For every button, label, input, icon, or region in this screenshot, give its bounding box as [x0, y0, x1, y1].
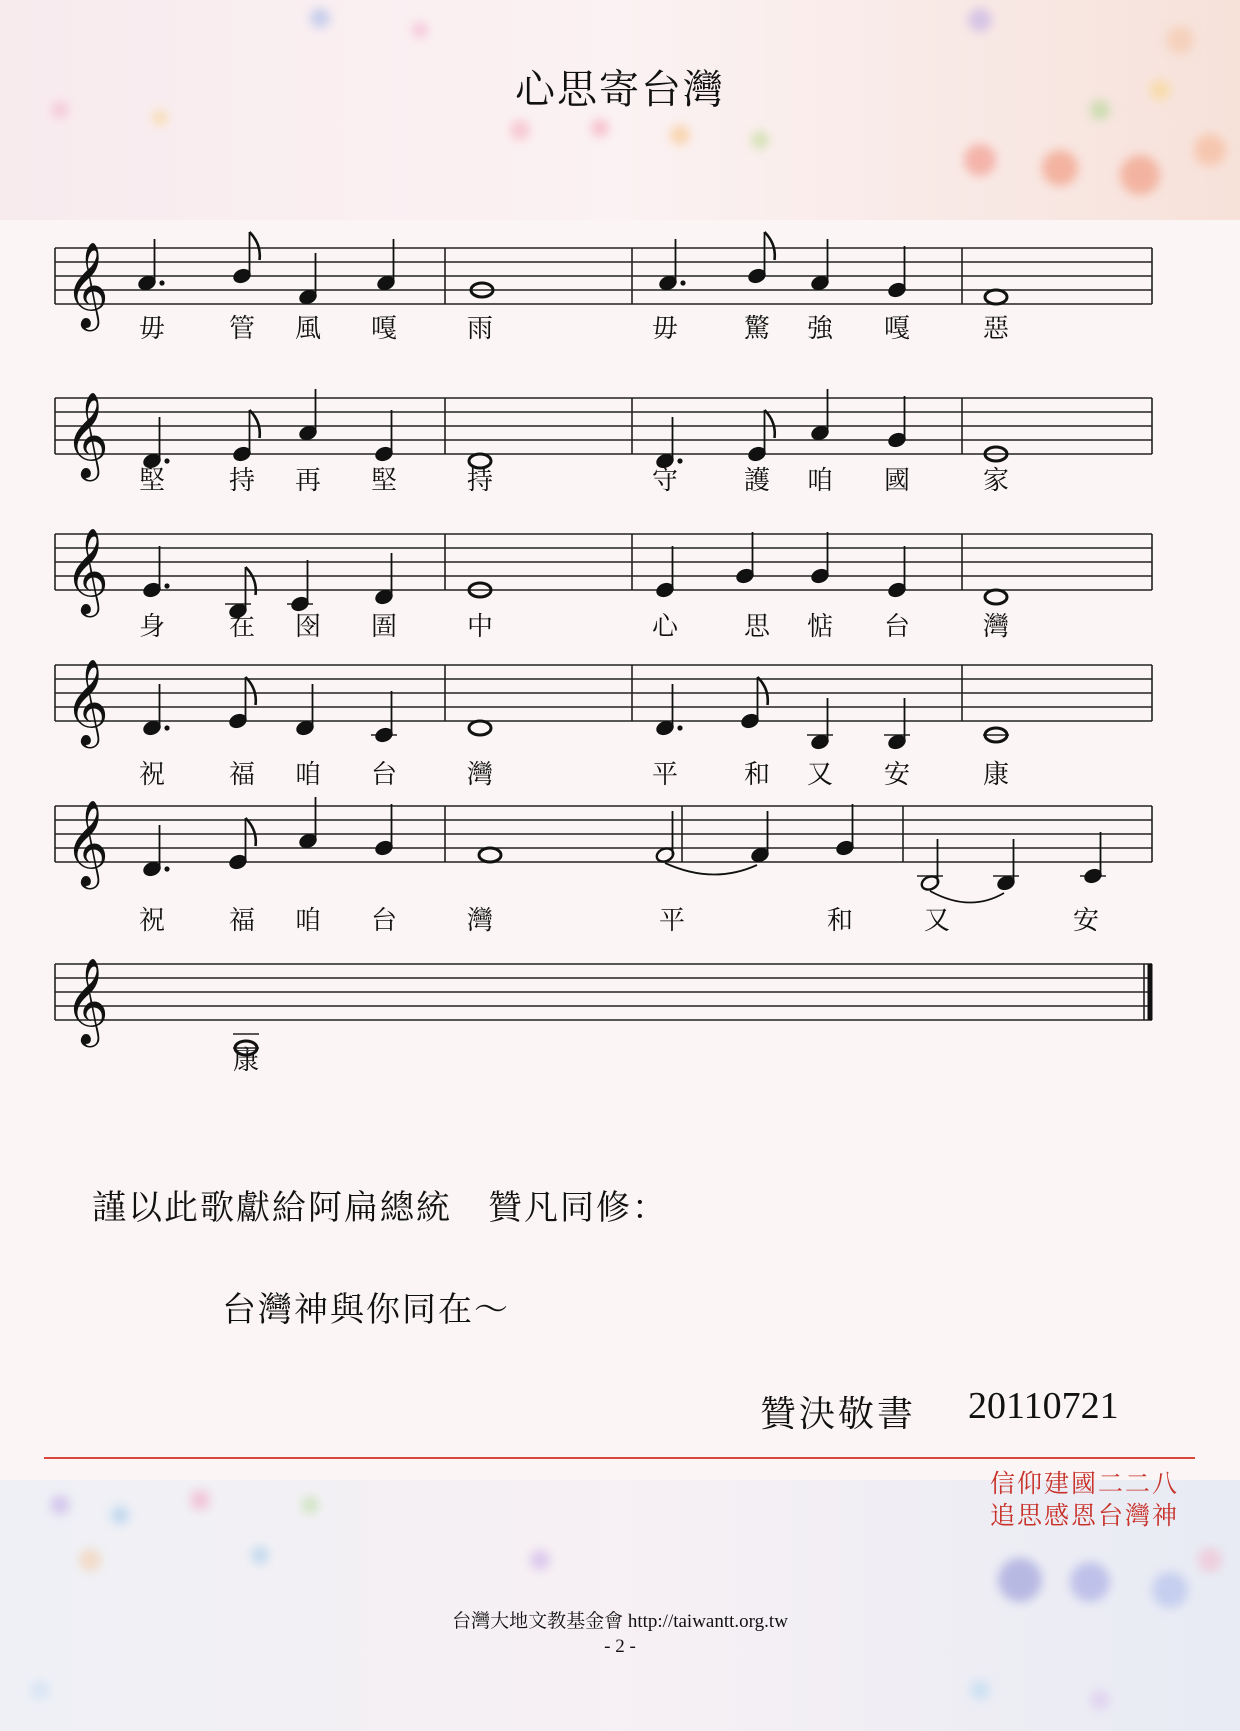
treble-clef-icon: 𝄞 — [65, 392, 109, 478]
staff-system — [0, 208, 1240, 328]
lyric-syllable: 台 — [370, 760, 397, 790]
note-flag — [250, 410, 260, 438]
dot — [164, 866, 169, 871]
lyric-syllable: 安 — [883, 760, 910, 790]
lyric-syllable: 台 — [883, 612, 910, 642]
blessing-line: 台灣神與你同在～ — [222, 1290, 510, 1330]
lyric-syllable: 在 — [228, 612, 255, 642]
note-flag — [246, 567, 256, 595]
note-flag — [246, 677, 256, 705]
whole-note — [985, 590, 1007, 604]
lyric-syllable: 惦 — [806, 612, 833, 642]
lyric-syllable: 護 — [743, 466, 770, 496]
dot — [680, 280, 685, 285]
staff — [0, 766, 1240, 906]
staff-system — [0, 766, 1240, 886]
lyric-syllable: 灣 — [466, 906, 493, 936]
note-flag — [250, 232, 260, 260]
tie — [665, 863, 757, 875]
lyric-syllable: 持 — [466, 466, 493, 496]
lyric-syllable: 持 — [228, 466, 255, 496]
lyric-syllable: 毋 — [138, 314, 165, 344]
lyric-syllable: 和 — [826, 906, 853, 936]
lyric-syllable: 平 — [658, 906, 685, 936]
treble-clef-icon: 𝄞 — [65, 659, 109, 745]
note-flag — [246, 818, 256, 846]
staff — [0, 494, 1240, 634]
whole-note — [479, 848, 501, 862]
lyric-syllable: 中 — [466, 612, 493, 642]
page-number: - 2 - — [604, 1636, 636, 1657]
dedication-line: 謹以此歌獻給阿扁總統 贊凡同修： — [92, 1188, 668, 1228]
lyric-syllable: 心 — [651, 612, 678, 642]
lyric-syllable: 咱 — [294, 906, 321, 936]
lyric-syllable: 康 — [232, 1046, 259, 1076]
lyric-syllable: 圄 — [370, 612, 397, 642]
lyric-syllable: 毋 — [651, 314, 678, 344]
lyric-syllable: 管 — [228, 314, 255, 344]
treble-clef-icon: 𝄞 — [65, 242, 109, 328]
footer-text: 台灣大地文教基金會 http://taiwantt.org.tw — [452, 1611, 788, 1632]
note-flag — [758, 677, 768, 705]
lyric-syllable: 灣 — [466, 760, 493, 790]
lyric-syllable: 思 — [743, 612, 770, 642]
whole-note — [469, 721, 491, 735]
whole-note — [985, 290, 1007, 304]
lyric-syllable: 囹 — [294, 612, 321, 642]
lyric-syllable: 守 — [651, 466, 678, 496]
staff — [0, 208, 1240, 348]
dot — [159, 280, 164, 285]
treble-clef-icon: 𝄞 — [65, 528, 109, 614]
lyric-syllable: 堅 — [138, 466, 165, 496]
lyric-syllable: 安 — [1072, 906, 1099, 936]
lyric-syllable: 強 — [806, 314, 833, 344]
dot — [164, 583, 169, 588]
song-title: 心思寄台灣 — [515, 67, 725, 113]
signature-name: 贊決敬書 — [760, 1394, 917, 1435]
staff-system — [0, 625, 1240, 745]
dot — [677, 725, 682, 730]
dot — [164, 725, 169, 730]
staff-system — [0, 494, 1240, 614]
lyric-syllable: 康 — [982, 760, 1009, 790]
lyric-syllable: 惡 — [982, 314, 1009, 344]
lyric-syllable: 平 — [651, 760, 678, 790]
divider-rule — [44, 1457, 1195, 1459]
signature-date: 20110721 — [968, 1385, 1119, 1427]
treble-clef-icon: 𝄞 — [65, 800, 109, 886]
lyric-syllable: 祝 — [138, 906, 165, 936]
lyric-syllable: 再 — [294, 466, 321, 496]
lyric-syllable: 台 — [370, 906, 397, 936]
note-flag — [765, 410, 775, 438]
slogan-line: 追思感恩台灣神 — [990, 1501, 1180, 1530]
lyric-syllable: 和 — [743, 760, 770, 790]
note-flag — [765, 232, 775, 260]
staff — [0, 924, 1240, 1064]
staff-system — [0, 358, 1240, 478]
lyric-syllable: 堅 — [370, 466, 397, 496]
lyric-syllable: 雨 — [466, 314, 493, 344]
lyric-syllable: 又 — [806, 760, 833, 790]
lyric-syllable: 祝 — [138, 760, 165, 790]
staff — [0, 625, 1240, 765]
staff-system — [0, 924, 1240, 1044]
lyric-syllable: 國 — [883, 466, 910, 496]
treble-clef-icon: 𝄞 — [65, 958, 109, 1044]
lyric-syllable: 咱 — [806, 466, 833, 496]
lyric-syllable: 灣 — [982, 612, 1009, 642]
lyric-syllable: 風 — [294, 314, 321, 344]
lyric-syllable: 嘎 — [883, 314, 910, 344]
lyric-syllable: 又 — [923, 906, 950, 936]
staff — [0, 358, 1240, 498]
lyric-syllable: 嘎 — [370, 314, 397, 344]
lyric-syllable: 家 — [982, 466, 1009, 496]
lyric-syllable: 身 — [138, 612, 165, 642]
slogan-line: 信仰建國二二八 — [990, 1469, 1180, 1498]
lyric-syllable: 福 — [228, 760, 255, 790]
lyric-syllable: 福 — [228, 906, 255, 936]
lyric-syllable: 咱 — [294, 760, 321, 790]
lyric-syllable: 驚 — [743, 314, 770, 344]
